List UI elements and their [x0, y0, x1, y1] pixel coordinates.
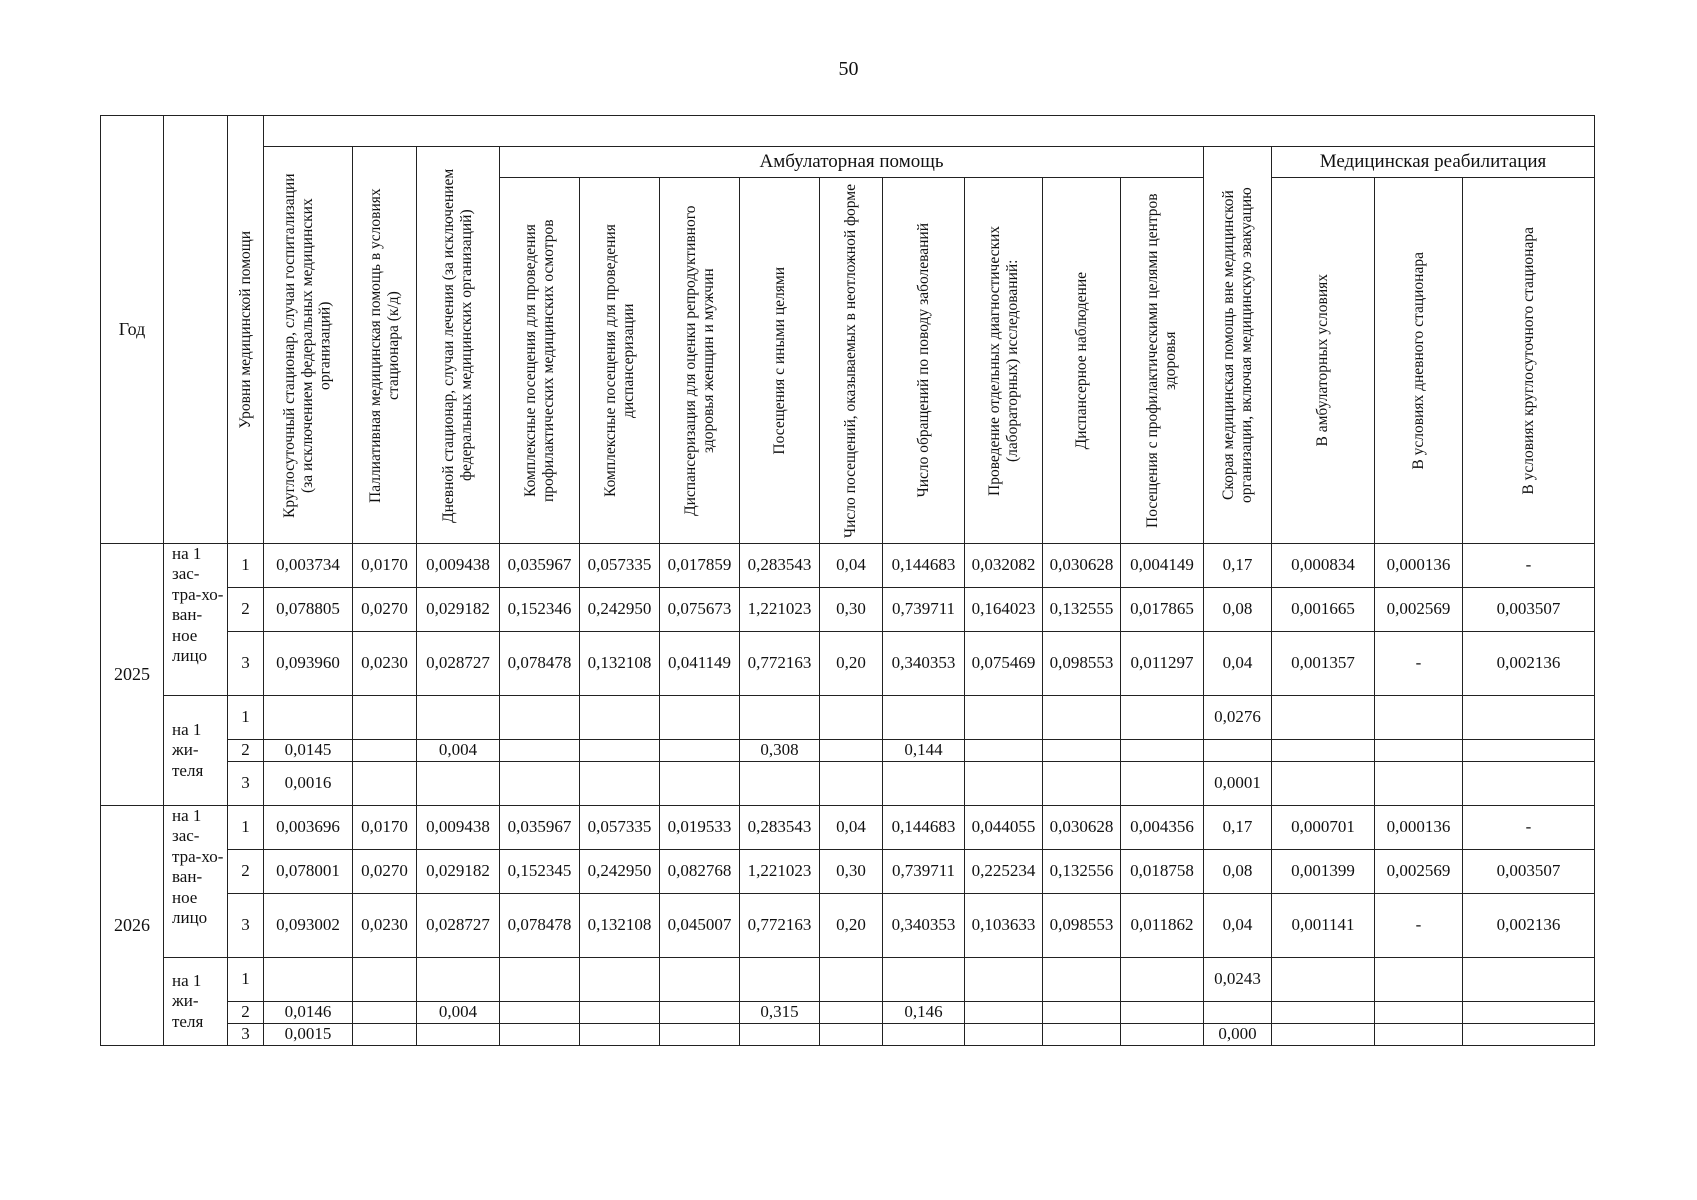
- header-col-1: Круглосуточный стационар, случаи госпитализации (за исключением федеральных медицинских организаций): [264, 147, 353, 544]
- value-cell: 0,002569: [1375, 588, 1463, 632]
- value-cell: [820, 762, 883, 806]
- value-cell: [740, 696, 820, 740]
- value-cell: 0,030628: [1043, 544, 1121, 588]
- value-cell: 0,30: [820, 588, 883, 632]
- value-cell: 0,093002: [264, 894, 353, 958]
- value-cell: 0,0243: [1204, 958, 1272, 1002]
- value-cell: 0,132556: [1043, 850, 1121, 894]
- header-col-7: Посещения с иными целями: [740, 178, 820, 544]
- value-cell: [1463, 740, 1595, 762]
- value-cell: [1375, 696, 1463, 740]
- value-cell: 0,028727: [417, 632, 500, 696]
- value-cell: 0,078478: [500, 894, 580, 958]
- value-cell: 0,001399: [1272, 850, 1375, 894]
- value-cell: 0,017865: [1121, 588, 1204, 632]
- value-cell: [820, 1002, 883, 1024]
- value-cell: [660, 696, 740, 740]
- header-col-16: В условиях круглосуточного стационара: [1463, 178, 1595, 544]
- header-top-blank: [264, 116, 1595, 147]
- value-cell: 0,002569: [1375, 850, 1463, 894]
- level-cell: 1: [228, 806, 264, 850]
- unit-cell: на 1 жи-теля: [164, 696, 228, 806]
- value-cell: 0,144: [883, 740, 965, 762]
- value-cell: 0,152346: [500, 588, 580, 632]
- value-cell: 0,078478: [500, 632, 580, 696]
- level-cell: 2: [228, 1002, 264, 1024]
- value-cell: [500, 740, 580, 762]
- value-cell: [1272, 1002, 1375, 1024]
- value-cell: 0,002136: [1463, 632, 1595, 696]
- value-cell: [660, 1024, 740, 1046]
- value-cell: 0,0230: [353, 894, 417, 958]
- value-cell: [580, 740, 660, 762]
- value-cell: [580, 762, 660, 806]
- value-cell: 0,011297: [1121, 632, 1204, 696]
- value-cell: 0,041149: [660, 632, 740, 696]
- value-cell: [660, 958, 740, 1002]
- value-cell: 0,08: [1204, 588, 1272, 632]
- value-cell: [580, 696, 660, 740]
- header-col-6: Диспансеризация для оценки репродуктивного здоровья женщин и мужчин: [660, 178, 740, 544]
- value-cell: [965, 762, 1043, 806]
- value-cell: 0,035967: [500, 806, 580, 850]
- value-cell: 0,000136: [1375, 544, 1463, 588]
- value-cell: 0,017859: [660, 544, 740, 588]
- value-cell: 0,164023: [965, 588, 1043, 632]
- value-cell: 0,739711: [883, 850, 965, 894]
- page-number: 50: [838, 58, 859, 80]
- value-cell: 0,035967: [500, 544, 580, 588]
- value-cell: 0,0230: [353, 632, 417, 696]
- value-cell: [500, 958, 580, 1002]
- value-cell: 0,078805: [264, 588, 353, 632]
- value-cell: [1375, 958, 1463, 1002]
- value-cell: [580, 1002, 660, 1024]
- value-cell: [1272, 696, 1375, 740]
- value-cell: 0,030628: [1043, 806, 1121, 850]
- value-cell: [500, 696, 580, 740]
- value-cell: 0,772163: [740, 632, 820, 696]
- value-cell: [660, 1002, 740, 1024]
- value-cell: [1121, 740, 1204, 762]
- value-cell: [1204, 1002, 1272, 1024]
- value-cell: [417, 1024, 500, 1046]
- value-cell: 0,003734: [264, 544, 353, 588]
- value-cell: [883, 696, 965, 740]
- value-cell: [965, 740, 1043, 762]
- value-cell: 0,003507: [1463, 850, 1595, 894]
- value-cell: 0,057335: [580, 544, 660, 588]
- value-cell: [500, 1024, 580, 1046]
- value-cell: [1272, 762, 1375, 806]
- value-cell: [1121, 762, 1204, 806]
- header-col-5: Комплексные посещения для проведения диспансеризации: [580, 178, 660, 544]
- value-cell: 1,221023: [740, 588, 820, 632]
- level-cell: 3: [228, 762, 264, 806]
- value-cell: [500, 762, 580, 806]
- value-cell: [264, 696, 353, 740]
- header-row-groups: [101, 147, 1595, 178]
- value-cell: 0,04: [820, 544, 883, 588]
- table-row: [101, 894, 1595, 958]
- header-col-12: Посещения с профилактическими целями центров здоровья: [1121, 178, 1204, 544]
- header-col-15: В условиях дневного стационара: [1375, 178, 1463, 544]
- value-cell: 0,340353: [883, 632, 965, 696]
- value-cell: -: [1463, 806, 1595, 850]
- value-cell: 0,0145: [264, 740, 353, 762]
- value-cell: [820, 1024, 883, 1046]
- value-cell: [660, 740, 740, 762]
- value-cell: 0,30: [820, 850, 883, 894]
- table-row: [101, 850, 1595, 894]
- value-cell: 0,000701: [1272, 806, 1375, 850]
- value-cell: [1121, 696, 1204, 740]
- value-cell: [500, 1002, 580, 1024]
- value-cell: 0,001665: [1272, 588, 1375, 632]
- value-cell: [1121, 1024, 1204, 1046]
- header-level: Уровни медицинской помощи: [228, 116, 264, 544]
- value-cell: [1375, 762, 1463, 806]
- header-group-rehab: Медицинская реабилитация: [1272, 147, 1595, 178]
- value-cell: 0,132108: [580, 632, 660, 696]
- value-cell: [1043, 740, 1121, 762]
- level-cell: 2: [228, 740, 264, 762]
- value-cell: 0,17: [1204, 806, 1272, 850]
- header-col-13: Скорая медицинская помощь вне медицинской организации, включая медицинскую эвакуацию: [1204, 147, 1272, 544]
- value-cell: 0,0015: [264, 1024, 353, 1046]
- value-cell: -: [1375, 894, 1463, 958]
- level-cell: 3: [228, 632, 264, 696]
- value-cell: [820, 696, 883, 740]
- value-cell: 0,078001: [264, 850, 353, 894]
- value-cell: 0,0001: [1204, 762, 1272, 806]
- value-cell: [740, 958, 820, 1002]
- table-row: [101, 740, 1595, 762]
- value-cell: 0,004356: [1121, 806, 1204, 850]
- value-cell: 0,0270: [353, 588, 417, 632]
- level-cell: 3: [228, 1024, 264, 1046]
- value-cell: 0,0270: [353, 850, 417, 894]
- value-cell: [353, 762, 417, 806]
- value-cell: [1375, 740, 1463, 762]
- table-row: [101, 1002, 1595, 1024]
- value-cell: 0,000: [1204, 1024, 1272, 1046]
- value-cell: 0,04: [820, 806, 883, 850]
- value-cell: 0,032082: [965, 544, 1043, 588]
- header-col-8: Число посещений, оказываемых в неотложной форме: [820, 178, 883, 544]
- level-cell: 2: [228, 588, 264, 632]
- level-cell: 1: [228, 544, 264, 588]
- value-cell: [1272, 740, 1375, 762]
- header-col-3: Дневной стационар, случаи лечения (за исключением федеральных медицинских организаций): [417, 147, 500, 544]
- value-cell: 0,075673: [660, 588, 740, 632]
- table-body: [101, 544, 1595, 1046]
- value-cell: [1463, 958, 1595, 1002]
- value-cell: 0,0146: [264, 1002, 353, 1024]
- value-cell: [883, 1024, 965, 1046]
- value-cell: 0,009438: [417, 806, 500, 850]
- value-cell: 0,057335: [580, 806, 660, 850]
- level-cell: 3: [228, 894, 264, 958]
- value-cell: 0,20: [820, 632, 883, 696]
- value-cell: [417, 696, 500, 740]
- value-cell: 0,144683: [883, 544, 965, 588]
- value-cell: 0,029182: [417, 850, 500, 894]
- value-cell: 0,001141: [1272, 894, 1375, 958]
- value-cell: 0,093960: [264, 632, 353, 696]
- level-cell: 1: [228, 696, 264, 740]
- header-col-11: Диспансерное наблюдение: [1043, 178, 1121, 544]
- value-cell: [1375, 1024, 1463, 1046]
- header-col-2: Паллиативная медицинская помощь в условиях стационара (к/д): [353, 147, 417, 544]
- value-cell: [1043, 1002, 1121, 1024]
- value-cell: [353, 740, 417, 762]
- value-cell: 0,132108: [580, 894, 660, 958]
- value-cell: 1,221023: [740, 850, 820, 894]
- value-cell: 0,242950: [580, 850, 660, 894]
- value-cell: 0,0170: [353, 544, 417, 588]
- value-cell: 0,011862: [1121, 894, 1204, 958]
- table-row: [101, 806, 1595, 850]
- value-cell: 0,045007: [660, 894, 740, 958]
- value-cell: [1272, 1024, 1375, 1046]
- value-cell: [660, 762, 740, 806]
- value-cell: 0,283543: [740, 806, 820, 850]
- value-cell: -: [1463, 544, 1595, 588]
- value-cell: [417, 958, 500, 1002]
- header-row-top: [101, 116, 1595, 147]
- value-cell: 0,029182: [417, 588, 500, 632]
- value-cell: [1043, 1024, 1121, 1046]
- value-cell: 0,098553: [1043, 894, 1121, 958]
- unit-cell: на 1 жи-теля: [164, 958, 228, 1046]
- table-row: [101, 544, 1595, 588]
- value-cell: [264, 958, 353, 1002]
- norms-table: [100, 115, 1595, 1046]
- value-cell: [883, 958, 965, 1002]
- value-cell: [1463, 1002, 1595, 1024]
- value-cell: [965, 696, 1043, 740]
- value-cell: 0,739711: [883, 588, 965, 632]
- value-cell: 0,04: [1204, 894, 1272, 958]
- value-cell: [740, 762, 820, 806]
- value-cell: 0,20: [820, 894, 883, 958]
- value-cell: [1043, 958, 1121, 1002]
- value-cell: [965, 1002, 1043, 1024]
- value-cell: [965, 1024, 1043, 1046]
- table-row: [101, 762, 1595, 806]
- value-cell: [1463, 696, 1595, 740]
- value-cell: 0,0170: [353, 806, 417, 850]
- level-cell: 1: [228, 958, 264, 1002]
- value-cell: 0,315: [740, 1002, 820, 1024]
- value-cell: 0,001357: [1272, 632, 1375, 696]
- value-cell: 0,08: [1204, 850, 1272, 894]
- value-cell: 0,018758: [1121, 850, 1204, 894]
- value-cell: [1121, 1002, 1204, 1024]
- value-cell: [580, 1024, 660, 1046]
- value-cell: [1121, 958, 1204, 1002]
- value-cell: [1463, 762, 1595, 806]
- unit-cell: на 1 зас-тра-хо-ван-ное лицо: [164, 544, 228, 696]
- value-cell: 0,132555: [1043, 588, 1121, 632]
- value-cell: [580, 958, 660, 1002]
- value-cell: [417, 762, 500, 806]
- value-cell: [1043, 762, 1121, 806]
- value-cell: 0,003507: [1463, 588, 1595, 632]
- value-cell: 0,0016: [264, 762, 353, 806]
- value-cell: 0,044055: [965, 806, 1043, 850]
- value-cell: [353, 1002, 417, 1024]
- table-row: [101, 1024, 1595, 1046]
- value-cell: [740, 1024, 820, 1046]
- year-cell: 2025: [101, 544, 164, 806]
- value-cell: 0,098553: [1043, 632, 1121, 696]
- header-col-14: В амбулаторных условиях: [1272, 178, 1375, 544]
- value-cell: 0,152345: [500, 850, 580, 894]
- value-cell: [353, 696, 417, 740]
- year-cell: 2026: [101, 806, 164, 1046]
- value-cell: 0,17: [1204, 544, 1272, 588]
- value-cell: [353, 958, 417, 1002]
- value-cell: 0,146: [883, 1002, 965, 1024]
- table-row: [101, 696, 1595, 740]
- value-cell: [1375, 1002, 1463, 1024]
- header-col-10: Проведение отдельных диагностических (лабораторных) исследований:: [965, 178, 1043, 544]
- value-cell: [1463, 1024, 1595, 1046]
- header-col-9: Число обращений по поводу заболеваний: [883, 178, 965, 544]
- value-cell: 0,0276: [1204, 696, 1272, 740]
- table-row: [101, 588, 1595, 632]
- value-cell: 0,000834: [1272, 544, 1375, 588]
- value-cell: 0,003696: [264, 806, 353, 850]
- value-cell: 0,009438: [417, 544, 500, 588]
- value-cell: [965, 958, 1043, 1002]
- value-cell: 0,019533: [660, 806, 740, 850]
- value-cell: 0,000136: [1375, 806, 1463, 850]
- value-cell: 0,103633: [965, 894, 1043, 958]
- value-cell: 0,225234: [965, 850, 1043, 894]
- value-cell: 0,04: [1204, 632, 1272, 696]
- value-cell: 0,004: [417, 1002, 500, 1024]
- value-cell: [820, 958, 883, 1002]
- value-cell: [1043, 696, 1121, 740]
- header-unit: [164, 116, 228, 544]
- value-cell: 0,772163: [740, 894, 820, 958]
- table-row: [101, 958, 1595, 1002]
- header-group-ambulatory: Амбулаторная помощь: [500, 147, 1204, 178]
- value-cell: 0,308: [740, 740, 820, 762]
- value-cell: 0,340353: [883, 894, 965, 958]
- value-cell: -: [1375, 632, 1463, 696]
- value-cell: 0,144683: [883, 806, 965, 850]
- header-year: Год: [101, 116, 164, 544]
- value-cell: [1204, 740, 1272, 762]
- value-cell: 0,082768: [660, 850, 740, 894]
- value-cell: 0,283543: [740, 544, 820, 588]
- value-cell: 0,028727: [417, 894, 500, 958]
- value-cell: 0,004: [417, 740, 500, 762]
- value-cell: [1272, 958, 1375, 1002]
- unit-cell: на 1 зас-тра-хо-ван-ное лицо: [164, 806, 228, 958]
- value-cell: 0,002136: [1463, 894, 1595, 958]
- value-cell: [883, 762, 965, 806]
- value-cell: [353, 1024, 417, 1046]
- table-row: [101, 632, 1595, 696]
- value-cell: 0,075469: [965, 632, 1043, 696]
- level-cell: 2: [228, 850, 264, 894]
- header-col-4: Комплексные посещения для проведения профилактических медицинских осмотров: [500, 178, 580, 544]
- value-cell: [820, 740, 883, 762]
- value-cell: 0,242950: [580, 588, 660, 632]
- value-cell: 0,004149: [1121, 544, 1204, 588]
